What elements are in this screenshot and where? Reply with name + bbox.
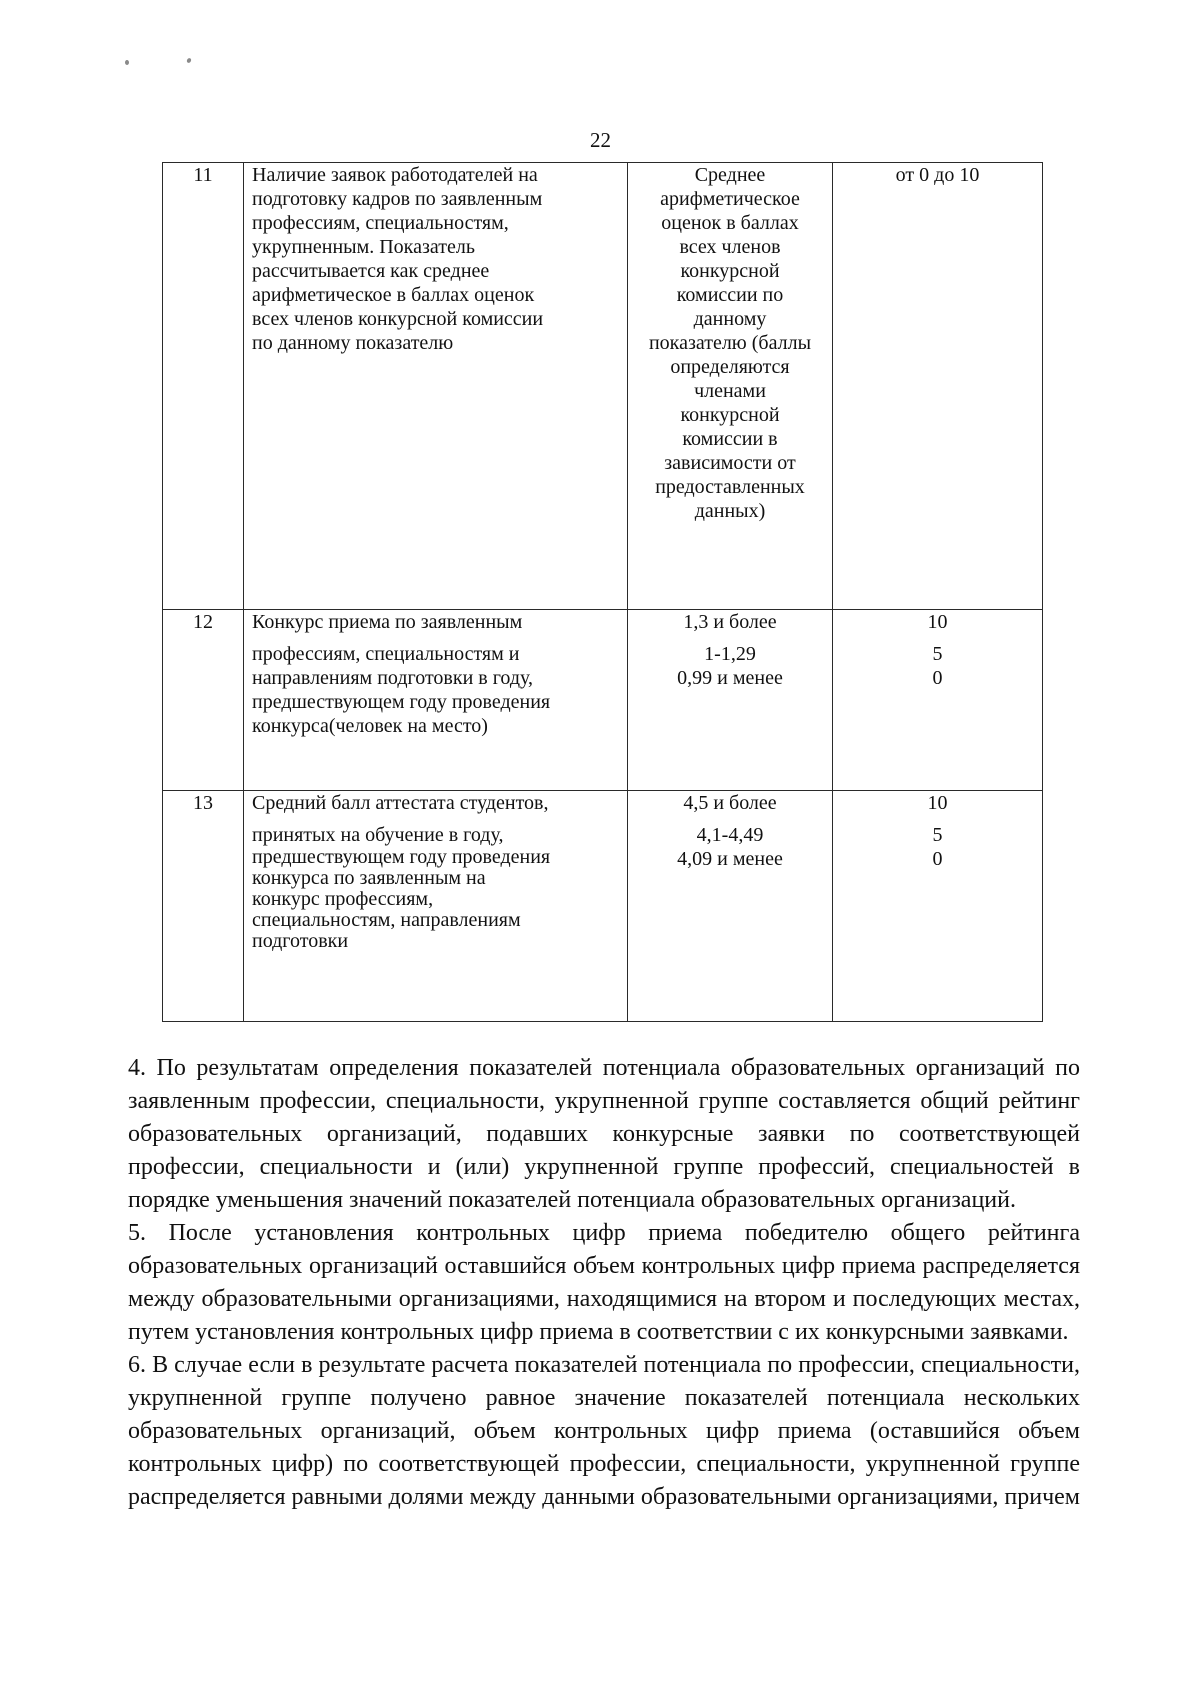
description-text: предшествующем году проведения конкурса по заявленным на конкурс профессиям, специальностям, направлениям подготовки (252, 846, 551, 952)
method-range: 1,3 и более (683, 611, 777, 633)
row-description (244, 163, 628, 610)
page-number: 22 (590, 128, 611, 152)
row-score: от 0 до 10 (833, 163, 1043, 610)
table-row (163, 610, 1043, 791)
score-value: 0 (932, 667, 943, 689)
score-value: 5 (932, 824, 943, 846)
table-row (163, 163, 1043, 610)
description-first-line: Конкурс приема по заявленным (252, 611, 523, 633)
row-score (833, 610, 1043, 791)
row-description (244, 610, 628, 791)
description-first-line: Средний балл аттестата студентов, (252, 792, 549, 814)
score-value: 5 (932, 643, 943, 665)
row-number: 11 (163, 163, 244, 610)
row-method (628, 163, 833, 610)
row-score (833, 791, 1043, 1022)
row-method (628, 610, 833, 791)
method-range: 4,5 и более (683, 792, 777, 814)
row-number: 12 (163, 610, 244, 791)
score-value: 10 (927, 611, 948, 633)
score-value: 10 (927, 792, 948, 814)
paragraph: 5. После установления контрольных цифр приема победителю общего рейтинга образовательных организаций оставшийся объем контрольных цифр приема распределяется между образовательными организациями, находящимися на втором и последующих местах, путем установления контрольных цифр приема в соответствии с их конкурсными заявками. (128, 1220, 1080, 1345)
method-range: 4,09 и менее (677, 848, 783, 870)
body-text (128, 1052, 1080, 1514)
method-range: 1-1,29 (704, 643, 756, 665)
method-range: 4,1-4,49 (696, 824, 764, 846)
description-text: Наличие заявок работодателей на подготовку кадров по заявленным профессиям, специальностям, укрупненным. Показатель рассчитывается как среднее арифметическое в баллах оценок всех членов конкурсной комиссии по данному показателю (252, 164, 544, 354)
row-description (244, 791, 628, 1022)
description-text: профессиям, специальностям и направлениям подготовки в году, предшествующем году проведения конкурса(человек на место) (252, 643, 551, 737)
method-range: 0,99 и менее (677, 667, 783, 689)
scan-mark (125, 60, 129, 65)
criteria-table (162, 162, 1043, 1022)
method-text: Среднее арифметическое оценок в баллах всех членов конкурсной комиссии по данному показателю (баллы определяются членами конкурсной комиссии в зависимости от предоставленных данных) (648, 164, 812, 522)
scan-mark (186, 57, 192, 63)
description-second-line: принятых на обучение в году, (252, 824, 504, 846)
score-value: 0 (932, 848, 943, 870)
row-method (628, 791, 833, 1022)
row-number: 13 (163, 791, 244, 1022)
table-row (163, 791, 1043, 1022)
paragraph: 4. По результатам определения показателей потенциала образовательных организаций по заявленным профессии, специальности, укрупненной группе составляется общий рейтинг образовательных организаций, подавших конкурсные заявки по соответствующей профессии, специальности и (или) укрупненной группе профессий, специальностей в порядке уменьшения значений показателей потенциала образовательных организаций. (128, 1055, 1080, 1213)
paragraph: 6. В случае если в результате расчета показателей потенциала по профессии, специальности, укрупненной группе получено равное значение показателей потенциала нескольких образовательных организаций, объем контрольных цифр приема (оставшийся объем контрольных цифр) по соответствующей профессии, специальности, укрупненной группе распределяется равными долями между данными образовательными организациями, причем (128, 1352, 1080, 1510)
